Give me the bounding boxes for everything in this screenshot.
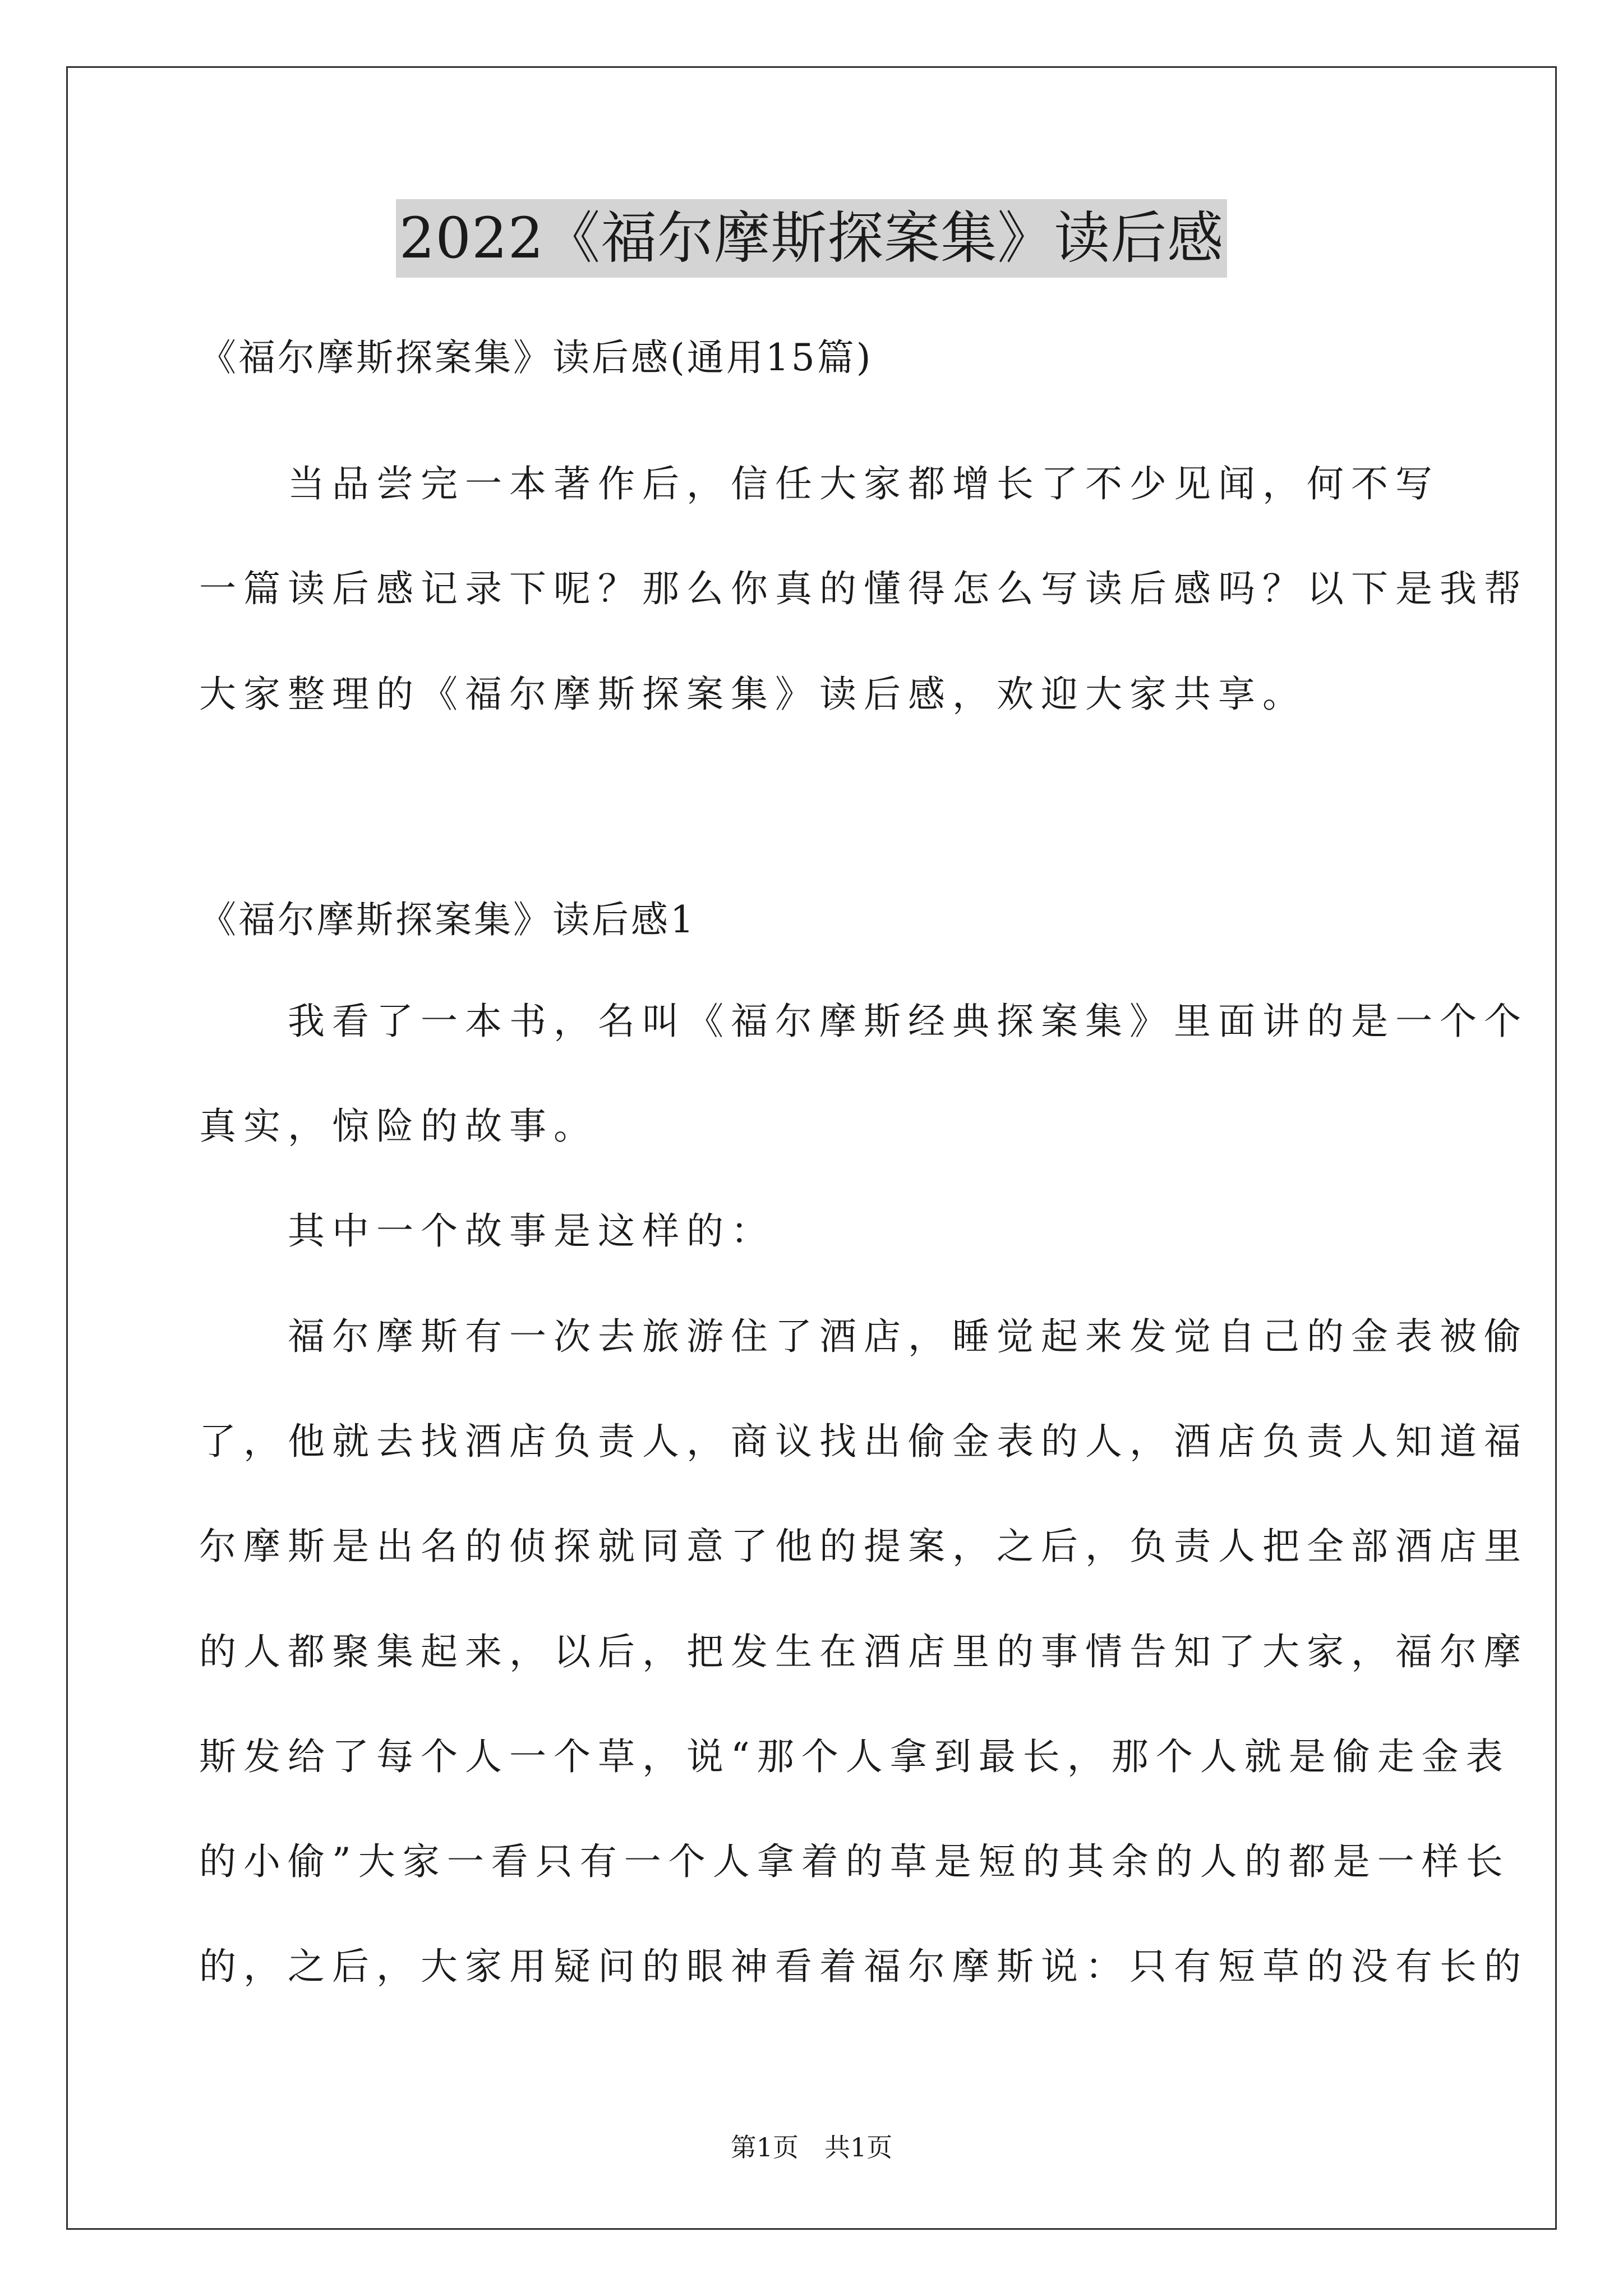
text-line: 当品尝完一本著作后，信任大家都增长了不少见闻，何不写 bbox=[199, 462, 1440, 505]
subtitle-line: 《福尔摩斯探案集》读后感(通用15篇) bbox=[199, 336, 873, 379]
text-line: 其中一个故事是这样的： bbox=[199, 1209, 775, 1253]
page-number-footer: 第1页 共1页 bbox=[730, 2132, 893, 2162]
text-line: 大家整理的《福尔摩斯探案集》读后感，欢迎大家共享。 bbox=[199, 673, 1307, 716]
text-line: 尔摩斯是出名的侦探就同意了他的提案，之后，负责人把全部酒店里 bbox=[199, 1525, 1528, 1568]
text-line: 福尔摩斯有一次去旅游住了酒店，睡觉起来发觉自己的金表被偷 bbox=[199, 1315, 1528, 1358]
text-line: 真实，惊险的故事。 bbox=[199, 1105, 598, 1148]
text-line: 了，他就去找酒店负责人，商议找出偷金表的人，酒店负责人知道福 bbox=[199, 1420, 1528, 1463]
text-line: 一篇读后感记录下呢？那么你真的懂得怎么写读后感吗？以下是我帮 bbox=[199, 567, 1528, 610]
title-container bbox=[0, 199, 1623, 278]
text-line: 我看了一本书，名叫《福尔摩斯经典探案集》里面讲的是一个个 bbox=[199, 1000, 1528, 1043]
text-line: 的人都聚集起来，以后，把发生在酒店里的事情告知了大家，福尔摩 bbox=[199, 1630, 1528, 1673]
text-line: 斯发给了每个人一个草，说“那个人拿到最长，那个人就是偷走金表 bbox=[199, 1735, 1510, 1778]
document-title: 2022《福尔摩斯探案集》读后感 bbox=[396, 199, 1228, 278]
section-heading: 《福尔摩斯探案集》读后感1 bbox=[199, 898, 696, 941]
text-line: 的，之后，大家用疑问的眼神看着福尔摩斯说：只有短草的没有长的 bbox=[199, 1945, 1528, 1988]
text-line: 的小偷”大家一看只有一个人拿着的草是短的其余的人的都是一样长 bbox=[199, 1840, 1510, 1883]
